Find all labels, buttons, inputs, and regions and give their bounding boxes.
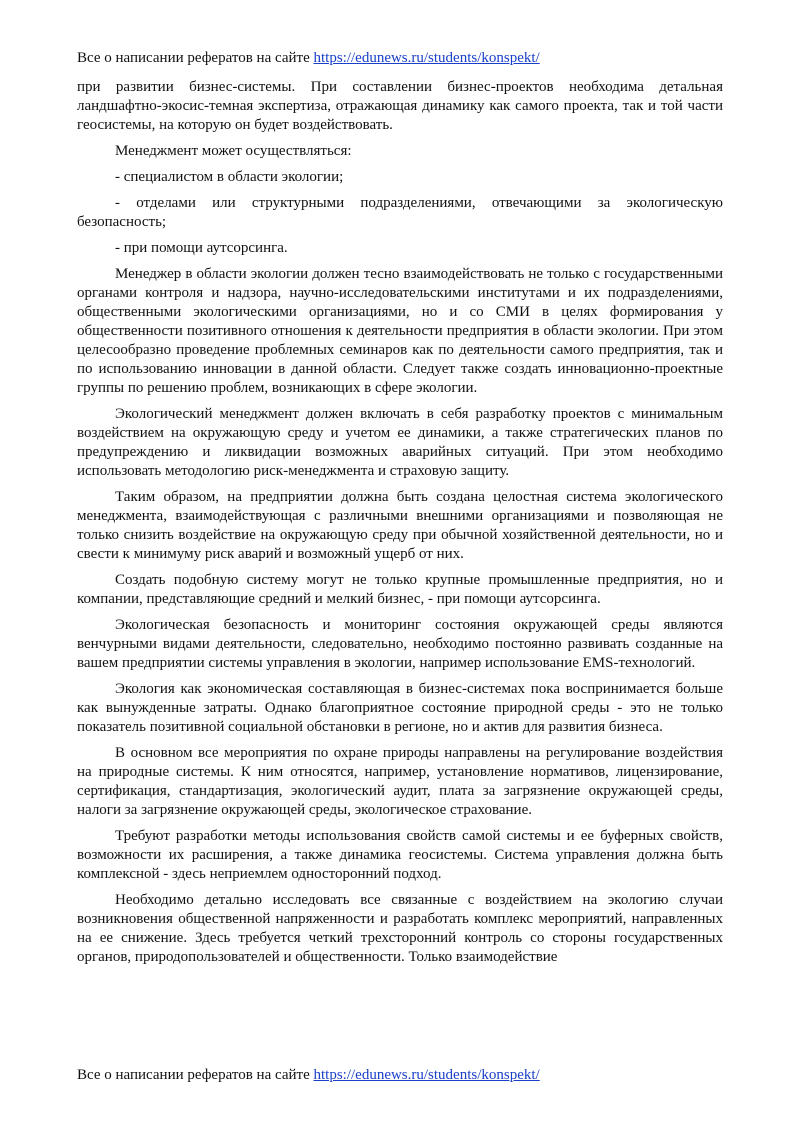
footer-link[interactable]: https://edunews.ru/students/konspekt/ [313,1067,540,1083]
paragraph: Создать подобную систему могут не только крупные промышленные предприятия, но и компании, представляющие средний и мелкий бизнес, - при помощи аутсорсинга. [77,572,723,607]
paragraph: Менеджмент может осуществляться: [115,143,352,159]
paragraph: Менеджер в области экологии должен тесно взаимодействовать не только с государственными органами контроля и надзора, научно-исследовательскими институтами и их подразделениями, общественными экологическими организациями, но и со СМИ в целях формирования у общественности позитивного отношения к деятельности предприятия в области экологии. При этом целесообразно проведение проблемных семинаров как по деятельности самого предприятия, так и по использованию инновации в данной области. Следует также создать инновационно-проектные группы по решению проблем, возникающих в сфере экологии. [77,266,723,396]
paragraph: Экологический менеджмент должен включать в себя разработку проектов с минимальным воздействием на окружающую среду и учетом ее динамики, а также стратегических планов по предупреждению и ликвидации возможных аварийных ситуаций. При этом необходимо использовать методологию риск-менеджмента и страховую защиту. [77,406,723,479]
paragraph: при развитии бизнес-системы. При составлении бизнес-проектов необходима детальная ландшафтно-экосис-темная экспертиза, отражающая динамику как самого проекта, так и той части геосистемы, на которую он будет воздействовать. [77,79,723,133]
header-link[interactable]: https://edunews.ru/students/konspekt/ [313,50,540,66]
footer-text: Все о написании рефератов на сайте [77,1067,310,1083]
paragraph: Таким образом, на предприятии должна быть создана целостная система экологического менеджмента, взаимодействующая с различными внешними организациями и позволяющая не только снизить воздействие на окружающую среду при обычной хозяйственной деятельности, но и свести к минимуму риск аварий и возможный ущерб от них. [77,489,723,562]
list-item: - специалистом в области экологии; [115,169,344,185]
paragraph: В основном все мероприятия по охране природы направлены на регулирование воздействия на природные системы. К ним относятся, например, установление нормативов, лицензирование, сертификация, стандартизация, экологический аудит, плата за загрязнение окружающей среды, налоги за загрязнение окружающей среды, экологическое страхование. [77,745,723,818]
list-item: - при помощи аутсорсинга. [115,240,288,256]
document-body [77,78,723,974]
paragraph: Необходимо детально исследовать все связанные с воздействием на экологию случаи возникновения общественной напряженности и разработать комплекс мероприятий, направленных на ее снижение. Здесь требуется четкий трехсторонний контроль со стороны государственных органов, природопользователей и общественности. Только взаимодействие [77,892,723,965]
page-footer [77,1065,723,1085]
paragraph: Требуют разработки методы использования свойств самой системы и ее буферных свойств, возможности их расширения, а также динамика геосистемы. Система управления должна быть комплексной - здесь неприемлем односторонний подход. [77,828,723,882]
paragraph: Экология как экономическая составляющая в бизнес-системах пока воспринимается больше как вынужденные затраты. Однако благоприятное состояние природной среды - это не только показатель позитивной социальной обстановки в регионе, но и актив для развития бизнеса. [77,681,723,735]
list-item: - отделами или структурными подразделениями, отвечающими за экологическую безопасность; [77,195,723,230]
paragraph: Экологическая безопасность и мониторинг состояния окружающей среды являются венчурными видами деятельности, следовательно, необходимо постоянно развивать созданные на вашем предприятии системы управления в экологии, например использование EMS-технологий. [77,617,723,671]
page-header [77,48,723,68]
header-text: Все о написании рефератов на сайте [77,50,310,66]
